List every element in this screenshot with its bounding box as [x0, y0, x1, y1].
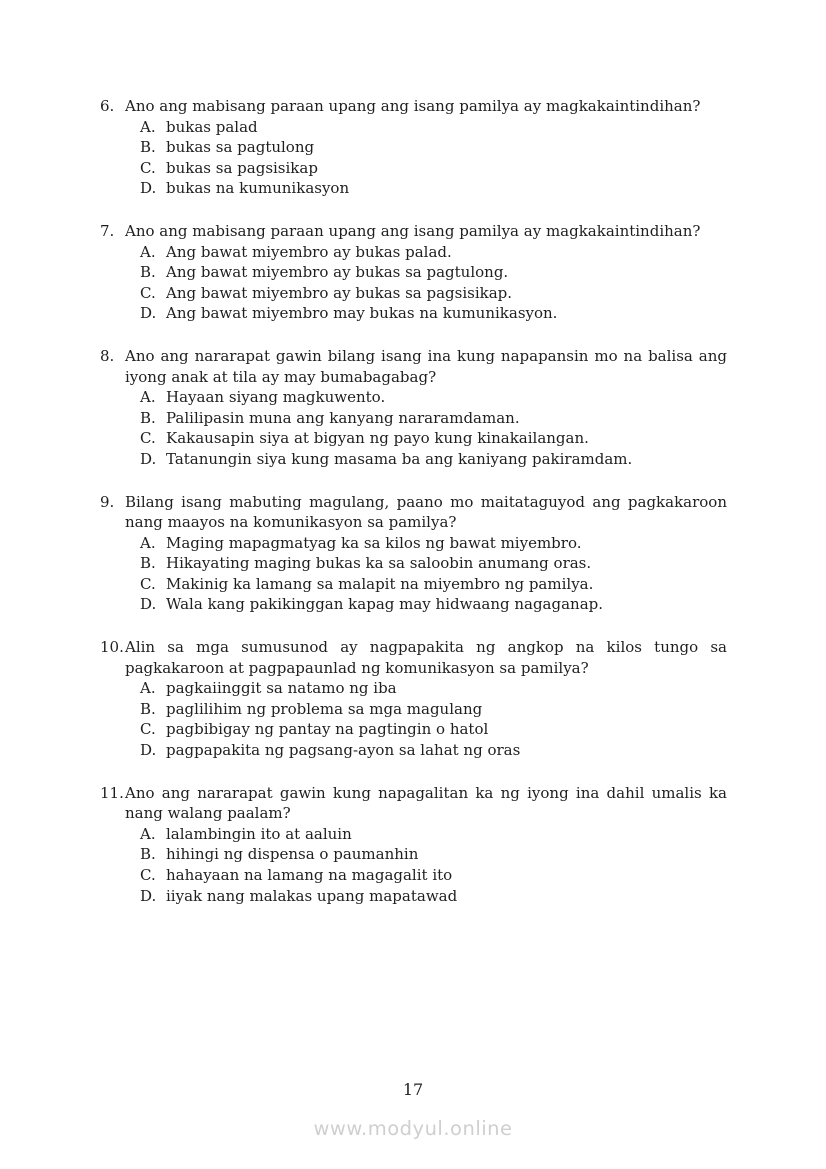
- option-letter: A.: [140, 388, 156, 407]
- option-c: [140, 283, 727, 304]
- question-number: 9.: [100, 492, 115, 511]
- option-text: pagpapakita ng pagsang-ayon sa lahat ng oras: [166, 741, 521, 760]
- option-letter: C.: [140, 866, 156, 884]
- question-8: [100, 346, 727, 470]
- question-stem: [100, 96, 727, 117]
- option-letter: D.: [140, 741, 157, 760]
- question-number: 8.: [100, 346, 115, 365]
- question-stem: [100, 221, 727, 242]
- options-list: [140, 242, 727, 324]
- option-letter: A.: [140, 242, 156, 261]
- option-b: [140, 137, 727, 158]
- option-b: [140, 408, 727, 429]
- option-text: bukas na kumunikasyon: [166, 179, 350, 198]
- option-letter: A.: [140, 533, 156, 552]
- option-b: [140, 699, 727, 720]
- option-letter: B.: [140, 699, 156, 718]
- option-text: Tatanungin siya kung masama ba ang kaniyang pakiramdam.: [166, 449, 633, 468]
- question-text: Alin sa mga sumusunod ay nagpapakita ng angkop na kilos tungo sa pagkakaroon at pagpapaunlad ng komunikasyon sa pamilya?: [125, 638, 727, 677]
- option-d: [140, 449, 727, 470]
- question-text: Ano ang mabisang paraan upang ang isang pamilya ay magkakaintindihan?: [125, 97, 701, 115]
- question-6: [100, 96, 727, 199]
- option-text: bukas sa pagtulong: [166, 138, 315, 157]
- question-text: Ano ang nararapat gawin kung napagalitan ka ng iyong ina dahil umalis ka nang walang paalam?: [125, 783, 727, 823]
- option-d: [140, 594, 727, 615]
- option-text: Kakausapin siya at bigyan ng payo kung kinakailangan.: [166, 429, 589, 448]
- options-list: [140, 533, 727, 615]
- options-list: [140, 117, 727, 199]
- option-c: [140, 574, 727, 595]
- option-a: [140, 242, 727, 263]
- option-text: Ang bawat miyembro may bukas na kumunikasyon.: [166, 304, 558, 323]
- option-d: [140, 886, 727, 907]
- option-letter: C.: [140, 158, 156, 177]
- option-c: [140, 865, 727, 886]
- option-text: bukas sa pagsisikap: [166, 158, 318, 177]
- question-text: Bilang isang mabuting magulang, paano mo maitataguyod ang pagkakaroon nang maayos na komunikasyon sa pamilya?: [125, 492, 727, 532]
- site-watermark: www.modyul.online: [313, 1117, 513, 1140]
- option-c: [140, 158, 727, 179]
- question-stem: [100, 346, 727, 387]
- option-c: [140, 428, 727, 449]
- option-text: Ang bawat miyembro ay bukas sa pagsisikap.: [166, 283, 513, 302]
- option-text: paglilihim ng problema sa mga magulang: [166, 699, 483, 718]
- option-text: Hayaan siyang magkuwento.: [166, 388, 386, 407]
- option-a: [140, 678, 727, 699]
- option-text: Makinig ka lamang sa malapit na miyembro ng pamilya.: [166, 574, 594, 593]
- option-letter: A.: [140, 117, 156, 136]
- option-text: Maging mapagmatyag ka sa kilos ng bawat miyembro.: [166, 533, 582, 552]
- page-number: 17: [402, 1080, 424, 1099]
- question-stem: [100, 492, 727, 533]
- option-c: [140, 719, 727, 740]
- option-text: hihingi ng dispensa o paumanhin: [166, 845, 419, 864]
- option-a: [140, 117, 727, 138]
- question-9: [100, 492, 727, 616]
- option-text: hahayaan na lamang na magagalit ito: [166, 866, 453, 884]
- option-b: [140, 844, 727, 865]
- question-stem: [100, 783, 727, 824]
- option-d: [140, 740, 727, 761]
- option-text: Palilipasin muna ang kanyang nararamdaman.: [166, 408, 520, 427]
- question-text: Ano ang nararapat gawin bilang isang ina kung napapansin mo na balisa ang iyong anak at tila ay may bumabagabag?: [125, 346, 727, 386]
- option-letter: C.: [140, 283, 156, 302]
- option-letter: C.: [140, 574, 156, 593]
- option-letter: D.: [140, 886, 157, 905]
- question-number: 11.: [100, 783, 124, 802]
- option-a: [140, 533, 727, 554]
- quiz-content: [100, 96, 727, 928]
- option-letter: B.: [140, 408, 156, 427]
- question-number: 7.: [100, 221, 115, 240]
- option-text: pagkaiinggit sa natamo ng iba: [166, 679, 397, 698]
- question-stem: [100, 637, 727, 678]
- options-list: [140, 824, 727, 906]
- option-letter: B.: [140, 845, 156, 864]
- option-text: bukas palad: [166, 117, 258, 136]
- option-b: [140, 553, 727, 574]
- option-letter: D.: [140, 595, 157, 614]
- option-letter: B.: [140, 554, 156, 573]
- option-text: Hikayating maging bukas ka sa saloobin anumang oras.: [166, 554, 592, 573]
- option-text: Ang bawat miyembro ay bukas sa pagtulong.: [166, 263, 509, 282]
- option-text: Ang bawat miyembro ay bukas palad.: [166, 242, 452, 261]
- option-letter: D.: [140, 449, 157, 468]
- option-text: Wala kang pakikinggan kapag may hidwaang nagaganap.: [166, 595, 604, 614]
- option-text: pagbibigay ng pantay na pagtingin o hatol: [166, 720, 489, 739]
- option-letter: C.: [140, 720, 156, 739]
- option-letter: A.: [140, 679, 156, 698]
- question-text: Ano ang mabisang paraan upang ang isang pamilya ay magkakaintindihan?: [125, 221, 701, 240]
- option-letter: D.: [140, 179, 157, 198]
- question-11: [100, 783, 727, 907]
- option-d: [140, 178, 727, 199]
- option-letter: B.: [140, 263, 156, 282]
- option-a: [140, 387, 727, 408]
- option-text: iiyak nang malakas upang mapatawad: [166, 886, 458, 905]
- option-letter: A.: [140, 824, 156, 843]
- option-a: [140, 824, 727, 845]
- question-7: [100, 221, 727, 324]
- option-text: lalambingin ito at aaluin: [166, 824, 352, 843]
- option-letter: B.: [140, 138, 156, 157]
- question-number: 6.: [100, 97, 115, 115]
- question-10: [100, 637, 727, 761]
- option-letter: D.: [140, 304, 157, 323]
- option-letter: C.: [140, 429, 156, 448]
- options-list: [140, 678, 727, 760]
- option-d: [140, 303, 727, 324]
- options-list: [140, 387, 727, 469]
- question-number: 10.: [100, 638, 124, 657]
- option-b: [140, 262, 727, 283]
